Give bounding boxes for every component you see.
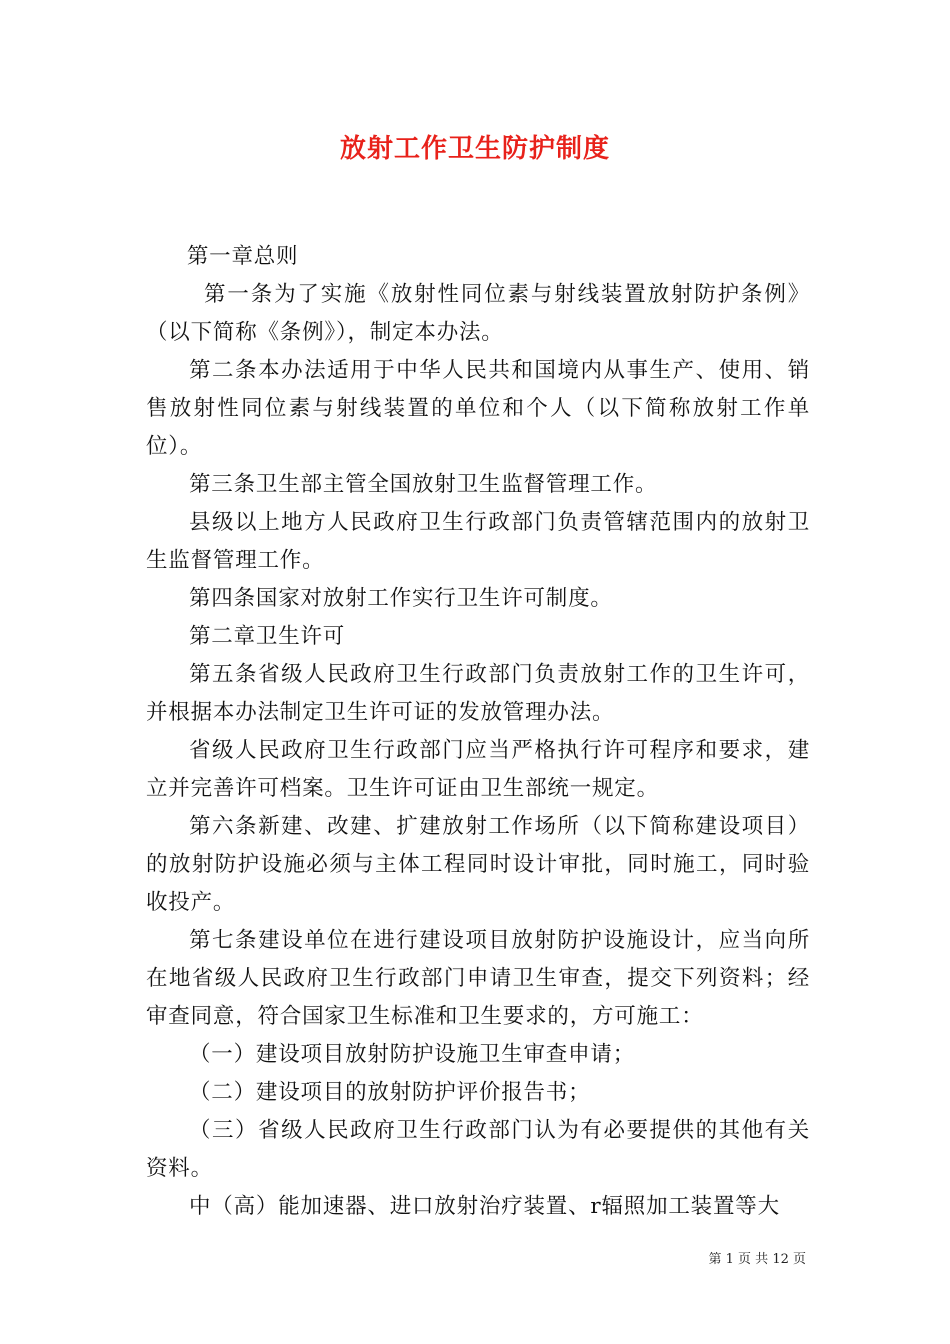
- paragraph: 中（高）能加速器、进口放射治疗装置、r辐照加工装置等大: [189, 1194, 780, 1219]
- paragraph: 县级以上地方人民政府卫生行政部门负责管辖范围内的放射卫生监督管理工作。: [146, 510, 810, 573]
- document-title: 放射工作卫生防护制度: [339, 134, 610, 164]
- paragraph: 第四条国家对放射工作实行卫生许可制度。: [189, 586, 613, 611]
- chapter-heading: 第一章总则: [186, 244, 299, 269]
- paragraph: 第二条本办法适用于中华人民共和国境内从事生产、使用、销售放射性同位素与射线装置的单位和个人（以下简称放射工作单位）。: [146, 358, 810, 459]
- paragraph: 第七条建设单位在进行建设项目放射防护设施设计，应当向所在地省级人民政府卫生行政部门申请卫生审查，提交下列资料；经审查同意，符合国家卫生标准和卫生要求的，方可施工：: [146, 928, 810, 1029]
- paragraph: 第一条为了实施《放射性同位素与射线装置放射防护条例》（以下简称《条例》），制定本办法。: [146, 282, 810, 345]
- list-item: （三）省级人民政府卫生行政部门认为有必要提供的其他有关资料。: [146, 1118, 810, 1181]
- chapter-heading: 第二章卫生许可: [189, 624, 346, 649]
- list-item: （一）建设项目放射防护设施卫生审查申请；: [189, 1042, 636, 1067]
- page-number: 第 1 页 共 12 页: [708, 1252, 806, 1267]
- paragraph: 第三条卫生部主管全国放射卫生监督管理工作。: [189, 472, 658, 497]
- paragraph: 第五条省级人民政府卫生行政部门负责放射工作的卫生许可，并根据本办法制定卫生许可证的发放管理办法。: [146, 662, 810, 725]
- list-item: （二）建设项目的放射防护评价报告书；: [189, 1080, 591, 1105]
- paragraph: 省级人民政府卫生行政部门应当严格执行许可程序和要求，建立并完善许可档案。卫生许可证由卫生部统一规定。: [146, 738, 810, 801]
- document-body: [146, 238, 810, 1226]
- paragraph: 第六条新建、改建、扩建放射工作场所（以下简称建设项目）的放射防护设施必须与主体工程同时设计审批，同时施工，同时验收投产。: [146, 814, 810, 915]
